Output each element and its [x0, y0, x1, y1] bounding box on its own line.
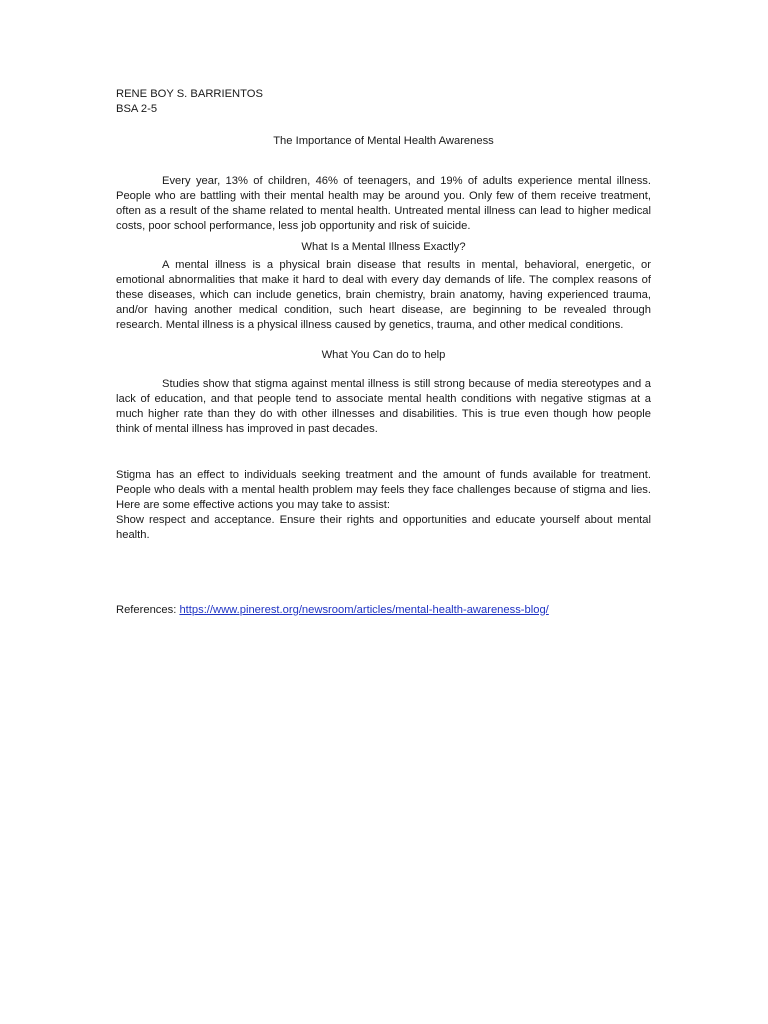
section-code: BSA 2-5	[116, 103, 158, 116]
heading-what-you-can-do: What You Can do to help	[321, 348, 446, 361]
document-body	[116, 87, 651, 618]
document-title: The Importance of Mental Health Awareness	[273, 135, 494, 148]
paragraph-stigma-effect: Stigma has an effect to individuals seeking treatment and the amount of funds available for treatment. People who deals with a mental health problem may feels they face challenges because of stigma and lies. Here are some effective actions you may take to assist:	[116, 468, 651, 512]
references-link[interactable]: https://www.pinerest.org/newsroom/articles/mental-health-awareness-blog/	[179, 603, 549, 616]
references-label: References:	[116, 603, 177, 616]
references-line	[116, 603, 651, 618]
intro-paragraph: Every year, 13% of children, 46% of teenagers, and 19% of adults experience mental illness. People who are battling with their mental health may be around you. Only few of them receive treatment, often as a result of the shame related to mental health. Untreated mental illness can lead to higher medical costs, poor school performance, less job opportunity and risk of suicide.	[116, 174, 651, 233]
heading-what-is-mental-illness: What Is a Mental Illness Exactly?	[301, 241, 466, 254]
paragraph-stigma-studies: Studies show that stigma against mental illness is still strong because of media stereotypes and a lack of education, and that people tend to associate mental health conditions with negative stigmas at a much higher rate than they do with other illnesses and disabilities. This is true even though how people think of mental illness has improved in past decades.	[116, 377, 651, 436]
paragraph-actions: Show respect and acceptance. Ensure their rights and opportunities and educate yourself about mental health.	[116, 514, 651, 542]
author-name: RENE BOY S. BARRIENTOS	[116, 88, 263, 100]
paragraph-definition: A mental illness is a physical brain disease that results in mental, behavioral, energetic, or emotional abnormalities that make it hard to deal with every day demands of life. The complex reasons of these diseases, which can include genetics, brain chemistry, brain anatomy, having experienced trauma, and/or having another medical condition, such heart disease, are beginning to be revealed through research. Mental illness is a physical illness caused by genetics, trauma, and other medical conditions.	[116, 258, 651, 332]
